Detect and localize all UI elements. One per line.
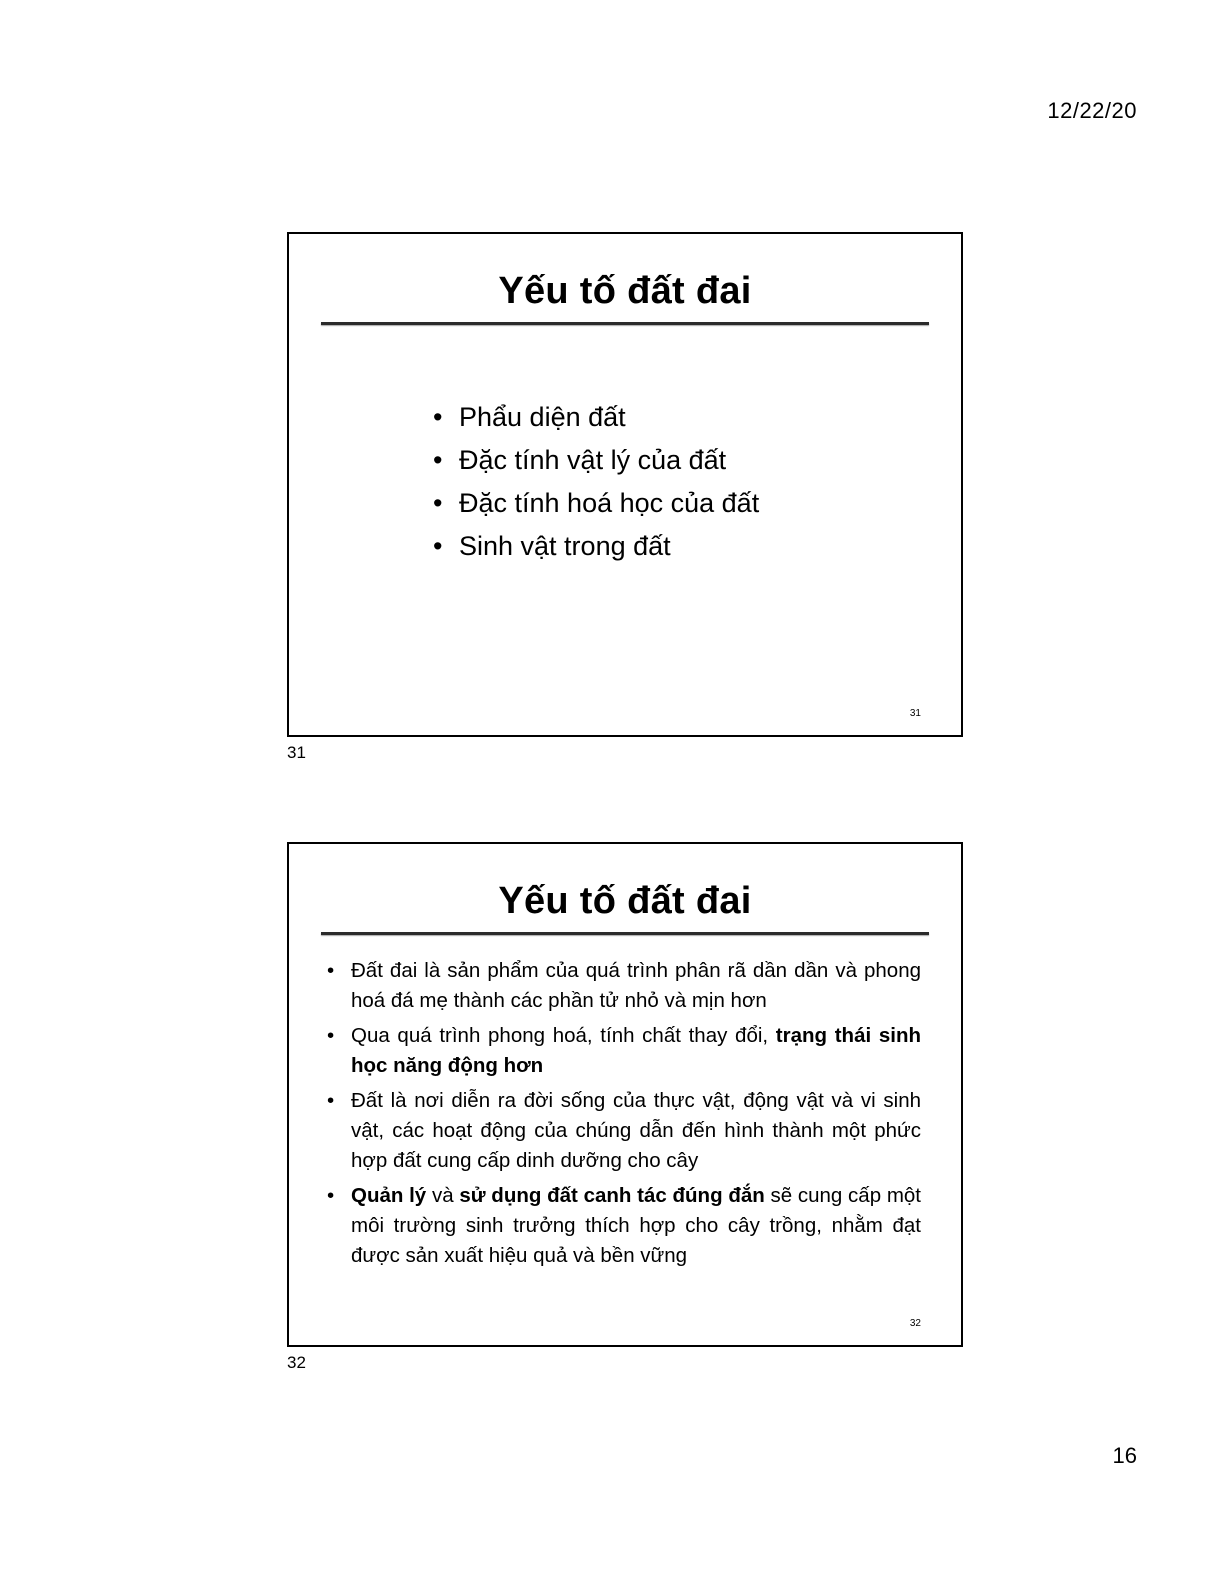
- title-divider: [321, 322, 929, 325]
- bullet-item: • Đặc tính hoá học của đất: [433, 482, 759, 525]
- bullet-item: [323, 1086, 921, 1176]
- title-divider: [321, 932, 929, 935]
- bullet-item: [323, 1181, 921, 1271]
- slide-32: [287, 842, 963, 1347]
- bullet-item: [323, 956, 921, 1016]
- bullet-text: Qua quá trình phong hoá, tính chất thay đổi,: [351, 1024, 776, 1047]
- bullet-list: [323, 956, 921, 1276]
- slide-title: Yếu tố đất đai: [498, 880, 752, 922]
- bullet-text: và: [426, 1184, 460, 1207]
- slide-31: [287, 232, 963, 737]
- bullet-text: Đất là nơi diễn ra đời sống của thực vật, động vật và vi sinh vật, các hoạt động của chúng dẫn đến hình thành một phức hợp đất cung cấp dinh dưỡng cho cây: [351, 1089, 921, 1172]
- bullet-text-bold: Quản lý: [351, 1184, 427, 1207]
- slide-number: 31: [909, 708, 921, 719]
- bullet-item: • Phẩu diện đất: [433, 396, 759, 439]
- page-number: 16: [1112, 1443, 1137, 1468]
- bullet-text-bold: sử dụng đất canh tác đúng đắn: [459, 1184, 765, 1207]
- bullet-item: • Sinh vật trong đất: [433, 525, 759, 568]
- bullet-list: [433, 396, 759, 568]
- slide-caption: 32: [287, 1353, 306, 1372]
- page-date: 12/22/20: [1047, 98, 1137, 123]
- bullet-text-bold: trạng thái sinh học năng động hơn: [351, 1024, 921, 1077]
- slide-caption: 31: [287, 743, 306, 762]
- bullet-text: Đất đai là sản phẩm của quá trình phân rã dần dần và phong hoá đá mẹ thành các phần tử nhỏ và mịn hơn: [351, 959, 921, 1012]
- bullet-item: [323, 1021, 921, 1081]
- bullet-text: sẽ cung cấp một môi trường sinh trưởng thích hợp cho cây trồng, nhằm đạt được sản xuất hiệu quả và bền vững: [351, 1184, 921, 1267]
- slide-number: 32: [909, 1318, 921, 1329]
- slide-title: Yếu tố đất đai: [498, 270, 752, 312]
- bullet-item: • Đặc tính vật lý của đất: [433, 439, 759, 482]
